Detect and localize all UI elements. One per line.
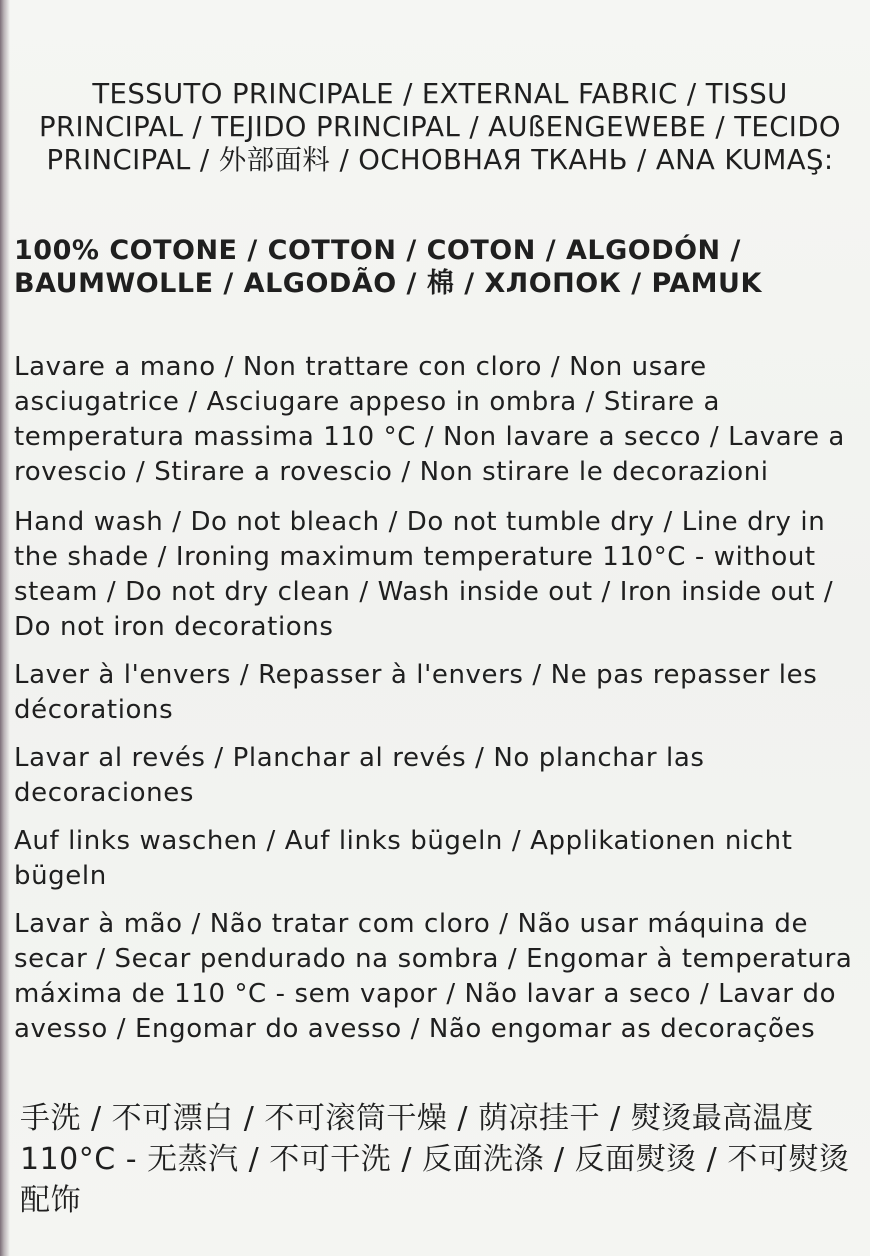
composition-text: 100% COTONE / COTTON / COTON / ALGODÓN / BAUMWOLLE / ALGODÃO / 棉 / ХЛОПОК / PAMUK — [14, 235, 762, 299]
care-instructions-italian: Lavare a mano / Non trattare con cloro / Non usare asciugatrice / Asciugare appeso in ombra / Stirare a temperatura massima 110 °C / Non lavare a secco / Lavare a rovescio / Stirare a rovescio / Non stirare le decorazioni — [14, 352, 845, 487]
care-instructions-english: Hand wash / Do not bleach / Do not tumble dry / Line dry in the shade / Ironing maximum temperature 110°C - without steam / Do not dry clean / Wash inside out / Iron inside out / Do not iron decorations — [14, 507, 834, 642]
fabric-heading: TESSUTO PRINCIPALE / EXTERNAL FABRIC / TISSU PRINCIPAL / TEJIDO PRINCIPAL / AUßENGEWEBE / TECIDO PRINCIPAL / 外部面料 / ОСНОВНАЯ ТКАНЬ / ANA KUMAŞ: — [39, 78, 841, 176]
care-instructions-spanish: Lavar al revés / Planchar al revés / No planchar las decoraciones — [14, 743, 705, 808]
care-instructions-chinese: 手洗 / 不可漂白 / 不可滚筒干燥 / 荫凉挂干 / 熨烫最高温度110°C - 无蒸汽 / 不可干洗 / 反面洗涤 / 反面熨烫 / 不可熨烫配饰 — [20, 1101, 850, 1218]
label-edge-shadow — [0, 0, 10, 1256]
care-instructions-french: Laver à l'envers / Repasser à l'envers / Ne pas repasser les décorations — [14, 660, 818, 725]
care-instructions-german: Auf links waschen / Auf links bügeln / Applikationen nicht bügeln — [14, 826, 793, 891]
care-instructions-portuguese: Lavar à mão / Não tratar com cloro / Não usar máquina de secar / Secar pendurado na sombra / Engomar à temperatura máxima de 110 °C - sem vapor / Não lavar a seco / Lavar do avesso / Engomar do avesso / Não engomar as decorações — [14, 909, 853, 1044]
